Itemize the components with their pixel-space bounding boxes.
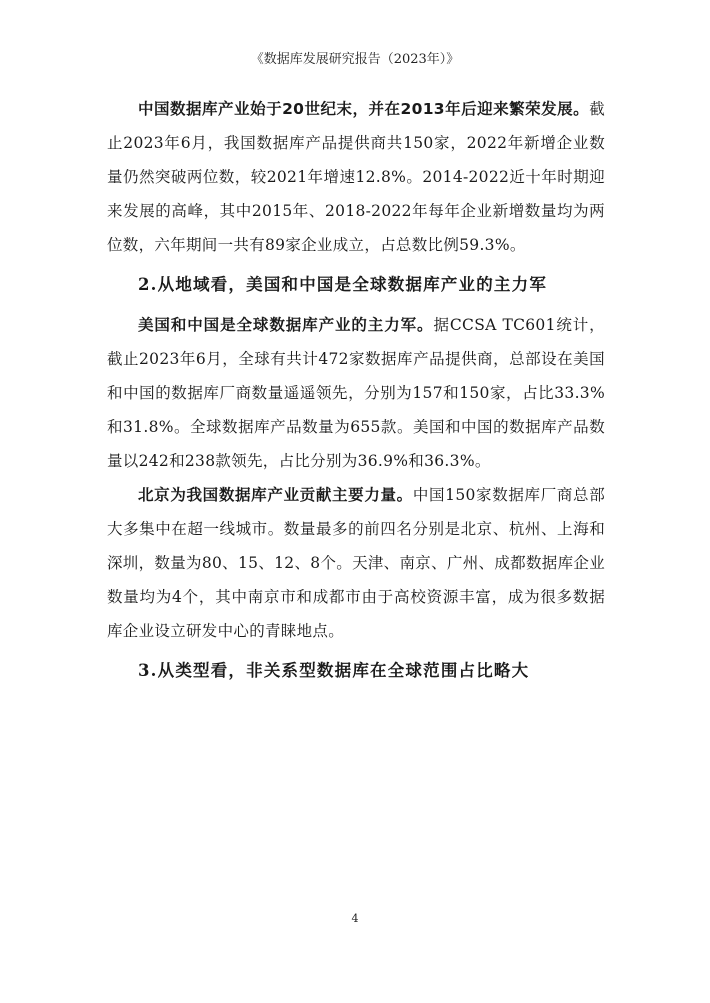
paragraph-text: 截止2023年6月，我国数据库产品提供商共150家，2022年新增企业数量仍然突破两位数，较2021年增速12.8%。2014-2022近十年时期迎来发展的高峰，其中2015年、2018-2022年每年企业新增数量均为两位数，六年期间一共有89家企业成立，占总数比例59.3%。 <box>107 100 605 254</box>
paragraph-us-china <box>107 308 605 478</box>
paragraph-text: 中国150家数据库厂商总部大多集中在超一线城市。数量最多的前四名分别是北京、杭州、上海和深圳，数量为80、15、12、8个。天津、南京、广州、成都数据库企业数量均为4个，其中南京市和成都市由于高校资源丰富，成为很多数据库企业设立研发中心的青睐地点。 <box>107 486 605 640</box>
paragraph-lead: 美国和中国是全球数据库产业的主力军。 <box>138 316 434 334</box>
section-heading-type: 3.从类型看，非关系型数据库在全球范围占比略大 <box>138 661 530 680</box>
page-number: 4 <box>351 912 359 925</box>
paragraph-beijing <box>107 478 605 648</box>
section-heading-region: 2.从地域看，美国和中国是全球数据库产业的主力军 <box>138 275 548 294</box>
document-body <box>107 92 605 694</box>
paragraph-lead: 中国数据库产业始于20世纪末，并在2013年后迎来繁荣发展。 <box>138 100 590 118</box>
paragraph-lead: 北京为我国数据库产业贡献主要力量。 <box>138 486 413 504</box>
paragraph-industry-history <box>107 92 605 262</box>
page-header: 《数据库发展研究报告（2023年）》 <box>250 52 460 67</box>
paragraph-text: 据CCSA TC601统计，截止2023年6月，全球有共计472家数据库产品提供商，总部设在美国和中国的数据库厂商数量遥遥领先，分别为157和150家，占比33.3%和31.8%。全球数据库产品数量为655款。美国和中国的数据库产品数量以242和238款领先，占比分别为36.9%和36.3%。 <box>107 316 605 470</box>
